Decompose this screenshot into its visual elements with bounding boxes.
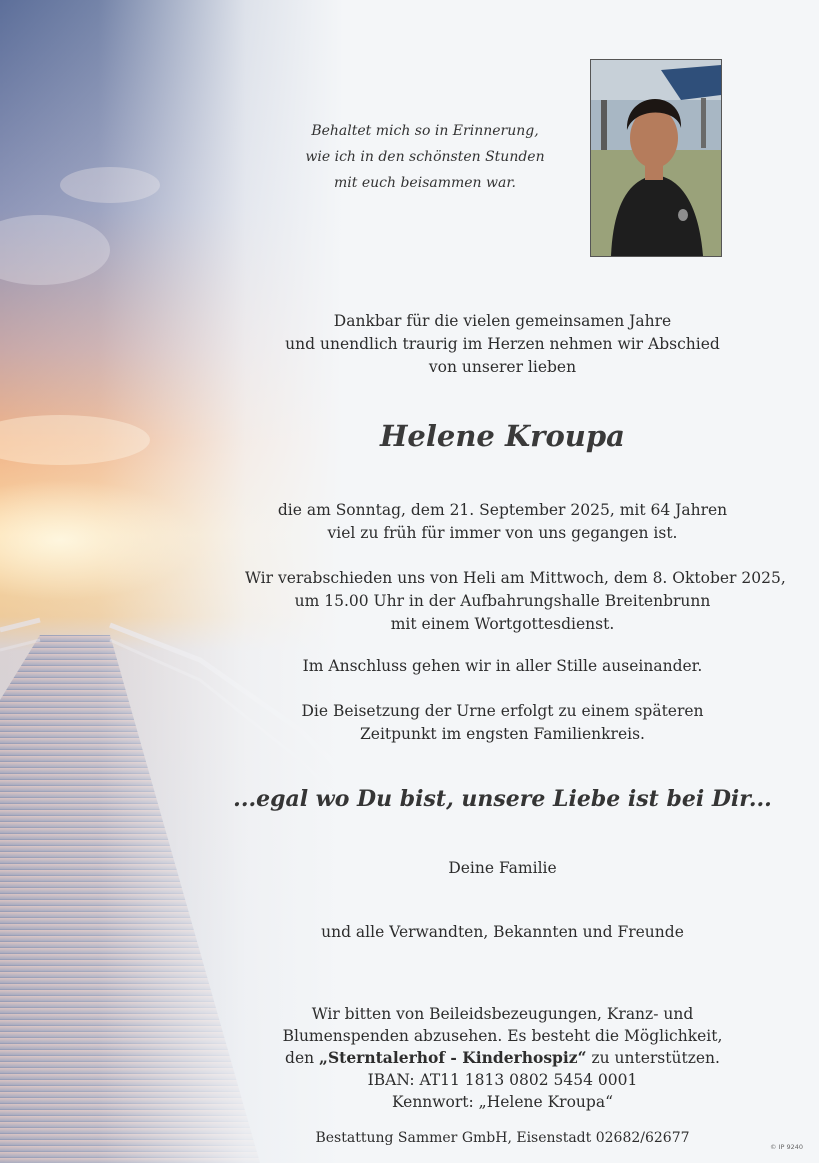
donation-line: Wir bitten von Beileidsbezeugungen, Kranz- und [311, 1005, 694, 1023]
iban: IBAN: AT11 1813 0802 5454 0001 [367, 1071, 638, 1089]
charity-name: „Sterntalerhof - Kinderhospiz“ [319, 1048, 587, 1067]
deceased-name: Helene Kroupa [380, 419, 625, 453]
farewell-line: Im Anschluss gehen wir in aller Stille auseinander. [302, 657, 703, 675]
poem-line: Behaltet mich so in Erinnerung, [311, 123, 539, 139]
donation-text: zu unterstützen. [586, 1049, 720, 1067]
family-line: Deine Familie [448, 859, 557, 877]
memorial-poem [260, 118, 590, 196]
intro-line: Dankbar für die vielen gemeinsamen Jahre [333, 312, 672, 330]
family-signature [245, 857, 760, 880]
donation-line: Blumenspenden abzusehen. Es besteht die Möglichkeit, [282, 1027, 723, 1045]
intro-line: und unendlich traurig im Herzen nehmen wir Abschied [285, 335, 720, 353]
relatives-line: und alle Verwandten, Bekannten und Freunde [321, 923, 684, 941]
undertaker-line: Bestattung Sammer GmbH, Eisenstadt 02682/62677 [315, 1130, 690, 1146]
donation-line [245, 1047, 760, 1069]
donation-request [245, 1003, 760, 1113]
print-code: © IP 9240 [769, 1143, 803, 1151]
burial-info [245, 700, 760, 746]
donation-keyword: Kennwort: „Helene Kroupa“ [391, 1093, 613, 1111]
portrait-photo [590, 59, 722, 257]
relatives-signature [245, 921, 760, 944]
farewell-text [245, 655, 760, 678]
intro-text [245, 310, 760, 379]
ceremony-line: Wir verabschieden uns von Heli am Mittwoch, dem 8. Oktober 2025, [245, 569, 786, 587]
death-notice [245, 499, 760, 545]
ceremony-info [245, 567, 786, 636]
ceremony-line: mit einem Wortgottesdienst. [390, 615, 615, 633]
death-notice-line: die am Sonntag, dem 21. September 2025, mit 64 Jahren [277, 501, 728, 519]
ceremony-line: um 15.00 Uhr in der Aufbahrungshalle Breitenbrunn [294, 592, 711, 610]
poem-line: mit euch beisammen war. [334, 175, 516, 191]
intro-line: von unserer lieben [428, 358, 577, 376]
death-notice-line: viel zu früh für immer von uns gegangen ist. [327, 524, 678, 542]
undertaker-info [245, 1127, 760, 1150]
poem-line: wie ich in den schönsten Stunden [305, 149, 545, 165]
burial-line: Die Beisetzung der Urne erfolgt zu einem späteren [301, 702, 704, 720]
donation-text: den [285, 1049, 320, 1067]
motto: ...egal wo Du bist, unsere Liebe ist bei Dir... [233, 786, 772, 812]
burial-line: Zeitpunkt im engsten Familienkreis. [360, 725, 645, 743]
